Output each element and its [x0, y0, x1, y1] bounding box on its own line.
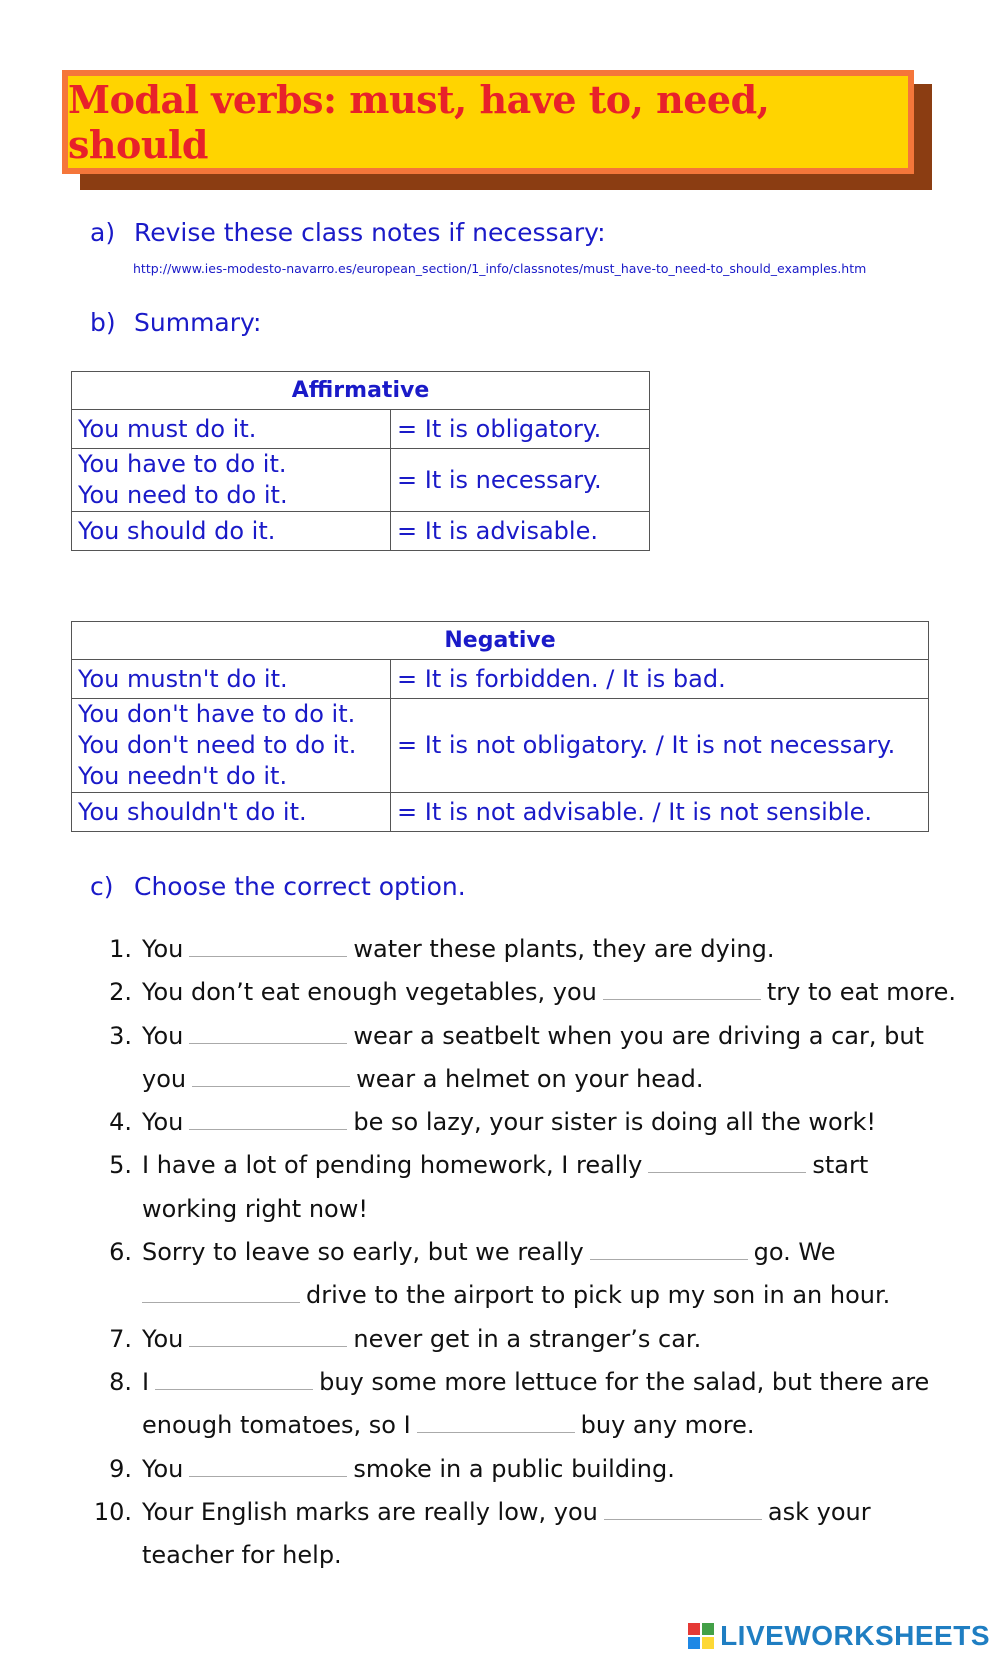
sentence-part: You don’t eat enough vegetables, you	[142, 978, 597, 1007]
sentence-part: start	[812, 1151, 869, 1180]
table-row	[72, 699, 929, 793]
negative-header: Negative	[72, 622, 929, 660]
page-title: Modal verbs: must, have to, need, should	[68, 77, 770, 167]
table-row	[72, 793, 929, 832]
item-number: 5.	[109, 1151, 132, 1180]
answer-blank[interactable]	[648, 1152, 806, 1173]
answer-blank[interactable]	[603, 979, 761, 1000]
answer-blank[interactable]	[189, 1456, 347, 1477]
affirmative-table	[71, 371, 650, 551]
negative-meaning: = It is not obligatory. / It is not necessary.	[391, 699, 929, 793]
list-item	[70, 1448, 970, 1491]
answer-blank[interactable]	[189, 936, 347, 957]
sentence-part: buy any more.	[580, 1411, 755, 1440]
answer-blank[interactable]	[189, 1109, 347, 1130]
answer-blank[interactable]	[192, 1066, 350, 1087]
section-a-letter: a)	[90, 218, 116, 247]
answer-blank[interactable]	[417, 1412, 575, 1433]
sentence-part: I have a lot of pending homework, I really	[142, 1151, 643, 1180]
table-row	[72, 660, 929, 699]
title-banner	[62, 70, 914, 174]
negative-form	[72, 793, 391, 832]
item-number: 10.	[93, 1497, 132, 1526]
form-line: You don't need to do it.	[78, 731, 357, 759]
form-line: You must do it.	[78, 414, 257, 443]
list-item	[70, 928, 970, 971]
answer-blank[interactable]	[155, 1369, 313, 1390]
sentence-part: teacher for help.	[142, 1541, 342, 1570]
item-number: 3.	[109, 1021, 132, 1050]
sentence-part: try to eat more.	[766, 978, 957, 1007]
sentence-part: buy some more lettuce for the salad, but there are	[319, 1367, 930, 1396]
sentence-part: ask your	[767, 1497, 871, 1526]
table-row	[72, 449, 650, 512]
form-line: You don't have to do it.	[78, 700, 356, 728]
sentence-part: enough tomatoes, so I	[142, 1411, 411, 1440]
negative-form	[72, 660, 391, 699]
exercise-list	[70, 928, 970, 1577]
sentence-part: You	[142, 1108, 184, 1137]
list-item	[70, 1231, 970, 1318]
list-item	[70, 1101, 970, 1144]
affirmative-form	[72, 449, 391, 512]
list-item	[70, 1015, 970, 1102]
logo-text: LIVEWORKSHEETS	[720, 1620, 990, 1651]
sentence-part: water these plants, they are dying.	[353, 935, 775, 963]
sentence-part: you	[142, 1064, 187, 1093]
list-item	[70, 1361, 970, 1448]
item-number: 7.	[109, 1324, 132, 1353]
sentence-part: I	[142, 1367, 150, 1396]
item-number: 8.	[109, 1367, 132, 1396]
sentence-part: smoke in a public building.	[353, 1454, 675, 1483]
list-item	[70, 971, 970, 1014]
item-number: 6.	[109, 1238, 132, 1267]
answer-blank[interactable]	[142, 1282, 300, 1303]
form-line: You needn't do it.	[78, 762, 288, 790]
table-row	[72, 410, 650, 449]
affirmative-form	[72, 512, 391, 551]
answer-blank[interactable]	[604, 1499, 762, 1520]
list-item	[70, 1491, 970, 1578]
sentence-part: You	[142, 1324, 184, 1353]
sentence-part: wear a helmet on your head.	[356, 1064, 704, 1093]
sentence-part: You	[142, 935, 184, 963]
affirmative-meaning: = It is necessary.	[391, 449, 650, 512]
section-c-heading	[90, 872, 466, 901]
section-b-letter: b)	[90, 308, 116, 337]
negative-form	[72, 699, 391, 793]
affirmative-meaning: = It is advisable.	[391, 512, 650, 551]
sentence-part: wear a seatbelt when you are driving a car, but	[353, 1021, 924, 1050]
item-number: 9.	[109, 1454, 132, 1483]
sentence-part: drive to the airport to pick up my son in an hour.	[306, 1281, 891, 1310]
table-row	[72, 512, 650, 551]
affirmative-form	[72, 410, 391, 449]
negative-meaning: = It is not advisable. / It is not sensible.	[391, 793, 929, 832]
sentence-part: working right now!	[142, 1194, 368, 1223]
sentence-part: Your English marks are really low, you	[142, 1497, 598, 1526]
list-item	[70, 1144, 970, 1231]
item-number: 2.	[109, 978, 132, 1007]
sentence-part: You	[142, 1021, 184, 1050]
item-number: 1.	[109, 935, 132, 963]
sentence-part: Sorry to leave so early, but we really	[142, 1238, 584, 1267]
item-number: 4.	[109, 1108, 132, 1137]
sentence-part: go. We	[753, 1238, 836, 1267]
sentence-part: never get in a stranger’s car.	[353, 1324, 702, 1353]
form-line: You mustn't do it.	[78, 664, 288, 693]
affirmative-header: Affirmative	[72, 372, 650, 410]
section-a-heading	[90, 218, 606, 247]
form-line: You shouldn't do it.	[78, 797, 307, 826]
form-line: You have to do it.	[78, 450, 287, 478]
answer-blank[interactable]	[590, 1239, 748, 1260]
negative-meaning: = It is forbidden. / It is bad.	[391, 660, 929, 699]
negative-table	[71, 621, 929, 832]
logo-icon	[688, 1623, 714, 1649]
section-c-letter: c)	[90, 872, 114, 901]
section-b-text: Summary:	[134, 308, 262, 337]
list-item	[70, 1318, 970, 1361]
liveworksheets-logo	[688, 1620, 990, 1652]
answer-blank[interactable]	[189, 1326, 347, 1347]
sentence-part: You	[142, 1454, 184, 1483]
sentence-part: be so lazy, your sister is doing all the work!	[353, 1108, 877, 1137]
form-line: You need to do it.	[78, 481, 288, 509]
form-line: You should do it.	[78, 516, 276, 545]
section-c-text: Choose the correct option.	[134, 872, 466, 901]
class-notes-link[interactable]: http://www.ies-modesto-navarro.es/european_section/1_info/classnotes/must_have-to_need-to_should_examples.htm	[133, 261, 867, 276]
affirmative-meaning: = It is obligatory.	[391, 410, 650, 449]
section-a-text: Revise these class notes if necessary:	[134, 218, 606, 247]
section-b-heading	[90, 308, 261, 337]
answer-blank[interactable]	[189, 1023, 347, 1044]
